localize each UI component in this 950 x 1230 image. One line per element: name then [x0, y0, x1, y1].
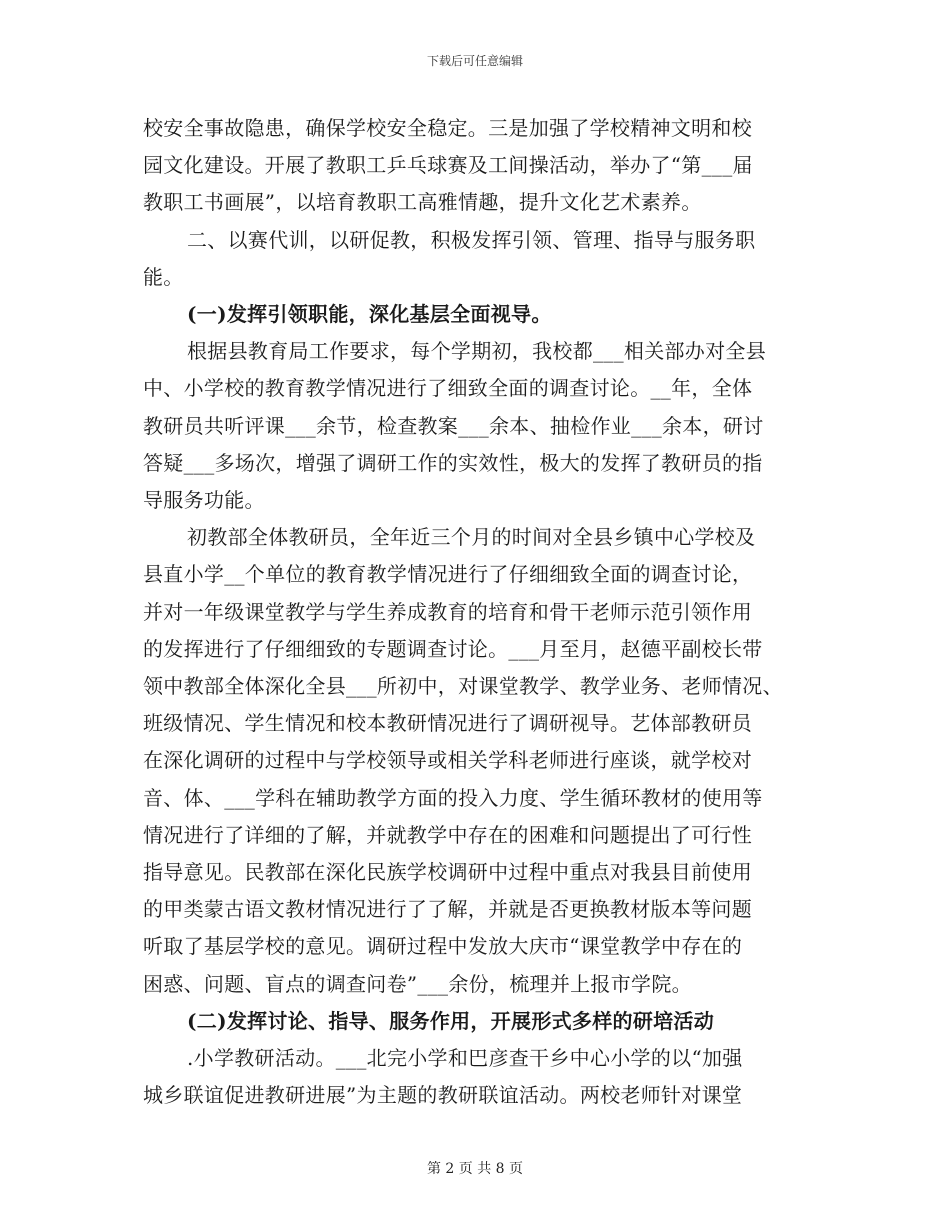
- paragraph-line: 城乡联谊促进教研进展”为主题的教研联谊活动。两校老师针对课堂: [143, 1083, 743, 1108]
- paragraph-line: 县直小学__个单位的教育教学情况进行了仔细细致全面的调查讨论，: [143, 562, 753, 587]
- paragraph-line: 并对一年级课堂教学与学生养成教育的培育和骨干老师示范引领作用: [143, 599, 752, 624]
- paragraph-line: 教研员共听评课___余节，检查教案___余本、抽检作业___余本，研讨: [143, 413, 764, 438]
- paragraph-line: 中、小学校的教育教学情况进行了细致全面的调查讨论。__年，全体: [143, 376, 753, 401]
- paragraph-line: 的发挥进行了仔细细致的专题调查讨论。___月至月，赵德平副校长带: [143, 636, 763, 661]
- paragraph-line: 听取了基层学校的意见。调研过程中发放大庆市“课堂教学中存在的: [143, 934, 743, 959]
- paragraph-line: 在深化调研的过程中与学校领导或相关学科老师进行座谈，就学校对: [143, 748, 752, 773]
- section-heading-line: (一)发挥引领职能，深化基层全面视导。: [187, 302, 552, 326]
- paragraph-line: 初教部全体教研员，全年近三个月的时间对全县乡镇中心学校及: [187, 525, 756, 550]
- paragraph-line: 情况进行了详细的了解，并就教学中存在的困难和问题提出了可行性: [143, 822, 752, 847]
- paragraph-line: 答疑___多场次，增强了调研工作的实效性，极大的发挥了教研员的指: [143, 450, 763, 475]
- paragraph-line: 的甲类蒙古语文教材情况进行了了解，并就是否更换教材版本等问题: [143, 897, 752, 922]
- paragraph-line: 导服务功能。: [143, 488, 265, 512]
- paragraph-line: 根据县教育局工作要求，每个学期初，我校都___相关部办对全县: [187, 339, 766, 364]
- paragraph-line: 二、以赛代训，以研促教，积极发挥引领、管理、指导与服务职: [187, 227, 756, 252]
- page-header: 下载后可任意编辑: [426, 54, 523, 68]
- paragraph-line: .小学教研活动。___北完小学和巴彦查干乡中心小学的以“加强: [187, 1046, 743, 1070]
- paragraph-line: 校安全事故隐患，确保学校安全稳定。三是加强了学校精神文明和校: [143, 116, 752, 140]
- paragraph-line: 班级情况、学生情况和校本教研情况进行了调研视导。艺体部教研员: [143, 711, 752, 736]
- paragraph-line: 能。: [143, 264, 184, 289]
- paragraph-line: 音、体、___学科在辅助教学方面的投入力度、学生循环教材的使用等: [143, 785, 763, 810]
- paragraph-line: 领中教部全体深化全县___所初中，对课堂教学、教学业务、老师情况、: [143, 674, 783, 698]
- paragraph-line: 园文化建设。开展了教职工乒乓球赛及工间操活动，举办了“第___届: [143, 153, 753, 178]
- paragraph-line: 教职工书画展”，以培育教职工高雅情趣，提升文化艺术素养。: [143, 190, 702, 215]
- section-heading-line: (二)发挥讨论、指导、服务作用，开展形式多样的研培活动: [187, 1008, 715, 1033]
- paragraph-line: 指导意见。民教部在深化民族学校调研中过程中重点对我县目前使用: [143, 860, 752, 884]
- paragraph-line: 困惑、问题、盲点的调查问卷”___余份，梳理并上报市学院。: [143, 971, 692, 996]
- page-footer: 第 2 页 共 8 页: [426, 1161, 524, 1177]
